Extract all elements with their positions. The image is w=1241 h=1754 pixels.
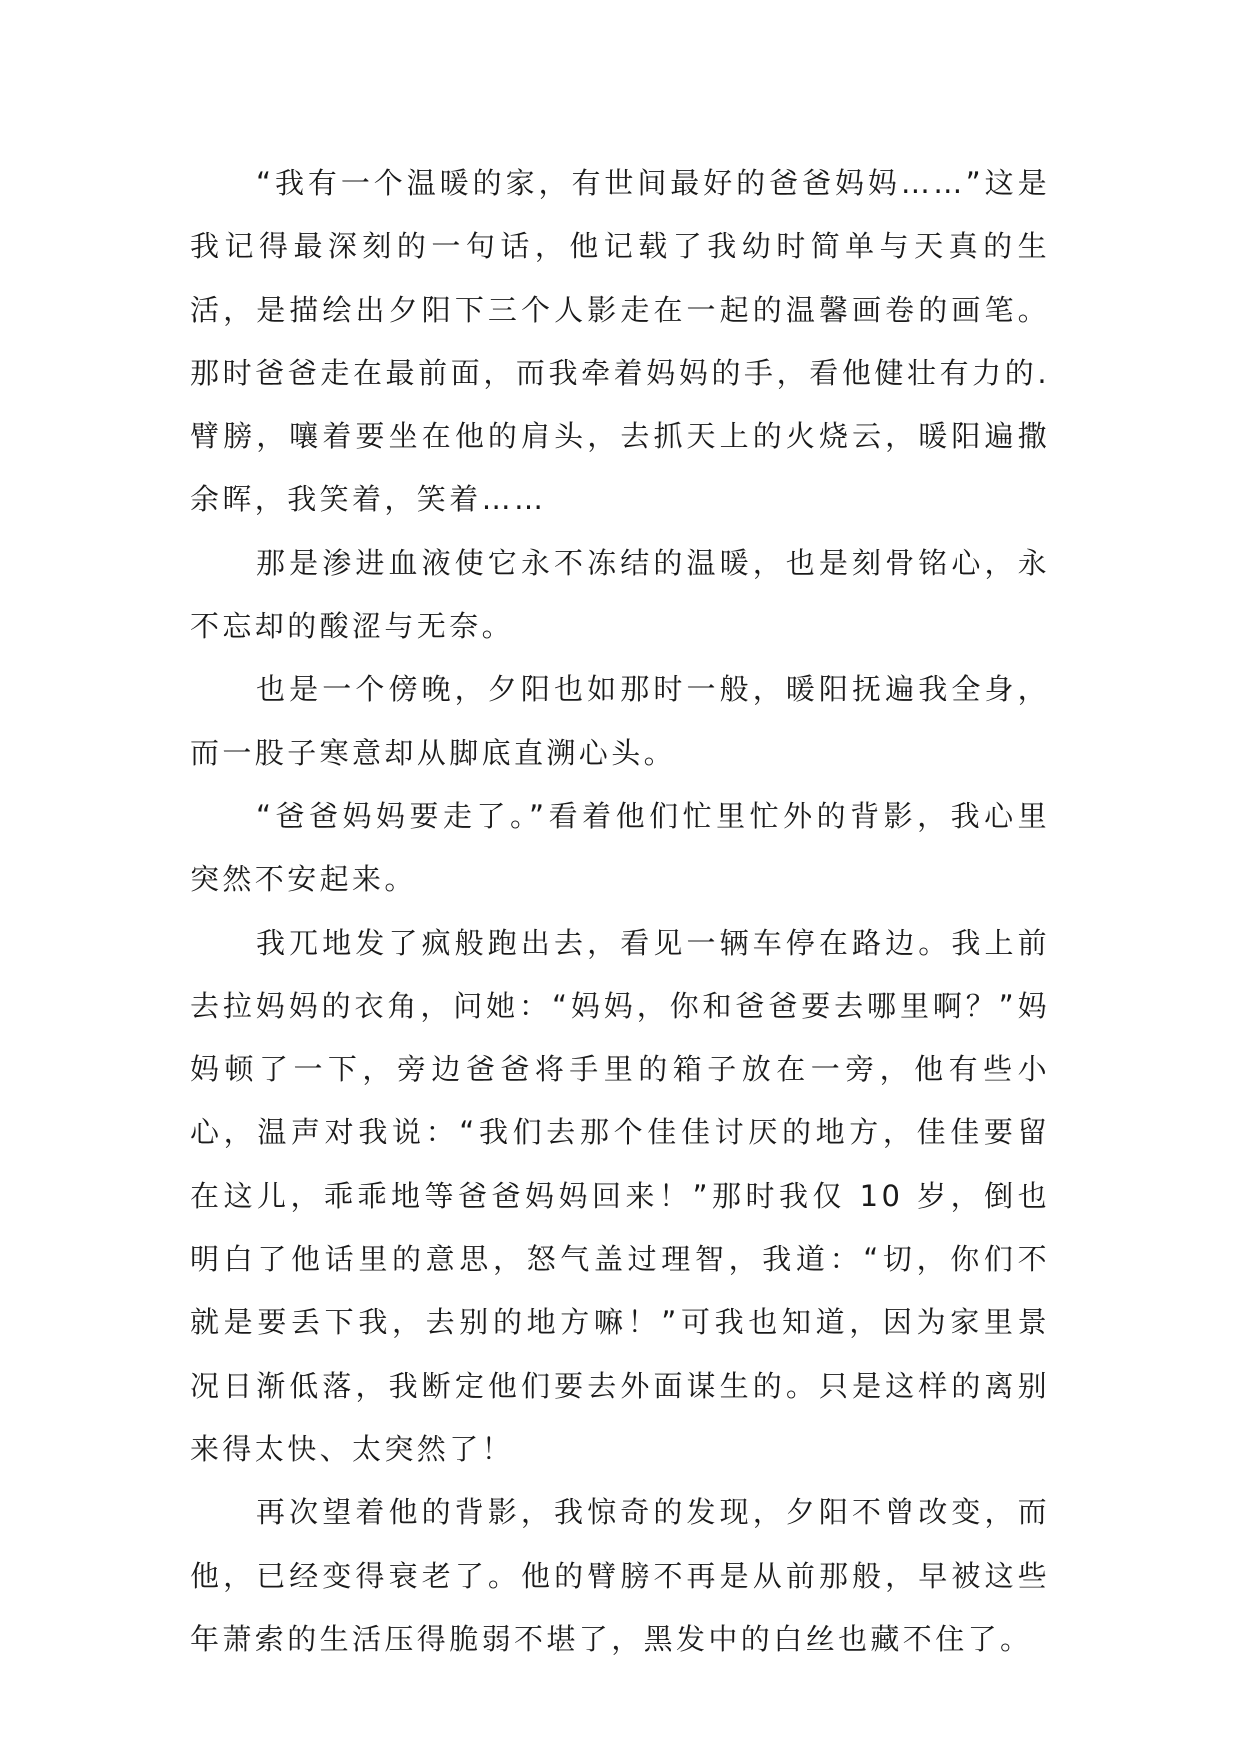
paragraph-2: 那是渗进血液使它永不冻结的温暖，也是刻骨铭心，永不忘却的酸涩与无奈。 bbox=[190, 545, 1050, 644]
paragraph-3: 也是一个傍晚，夕阳也如那时一般，暖阳抚遍我全身，而一股子寒意却从脚底直溯心头。 bbox=[190, 672, 1050, 770]
paragraph-5: 我兀地发了疯般跑出去，看见一辆车停在路边。我上前去拉妈妈的衣角，问她：“妈妈，你和爸爸要去哪里啊？”妈妈顿了一下，旁边爸爸将手里的箱子放在一旁，他有些小心，温声对我说：“我们去那个佳佳讨厌的地方，佳佳要留在这儿，乖乖地等爸爸妈妈回来！”那时我仅 10 岁，倒也明白了他话里的意思，怒气盖过理智，我道：“切，你们不就是要丢下我，去别的地方嘛！”可我也知道，因为家里景况日渐低落，我断定他们要去外面谋生的。只是这样的离别来得太快、太突然了！ bbox=[190, 925, 1050, 1466]
paragraph-6: 再次望着他的背影，我惊奇的发现，夕阳不曾改变，而他，已经变得衰老了。他的臂膀不再是从前那般，早被这些年萧索的生活压得脆弱不堪了，黑发中的白丝也藏不住了。 bbox=[190, 1495, 1050, 1656]
paragraph-4: “爸爸妈妈要走了。”看着他们忙里忙外的背影，我心里突然不安起来。 bbox=[190, 798, 1050, 897]
document-body bbox=[190, 152, 1050, 1671]
paragraph-1: “我有一个温暖的家，有世间最好的爸爸妈妈……”这是我记得最深刻的一句话，他记载了我幼时简单与天真的生活，是描绘出夕阳下三个人影走在一起的温馨画卷的画笔。那时爸爸走在最前面，而我牵着妈妈的手，看他健壮有力的.臂膀，嚷着要坐在他的肩头，去抓天上的火烧云，暖阳遍撒余晖，我笑着，笑着…… bbox=[190, 166, 1050, 517]
